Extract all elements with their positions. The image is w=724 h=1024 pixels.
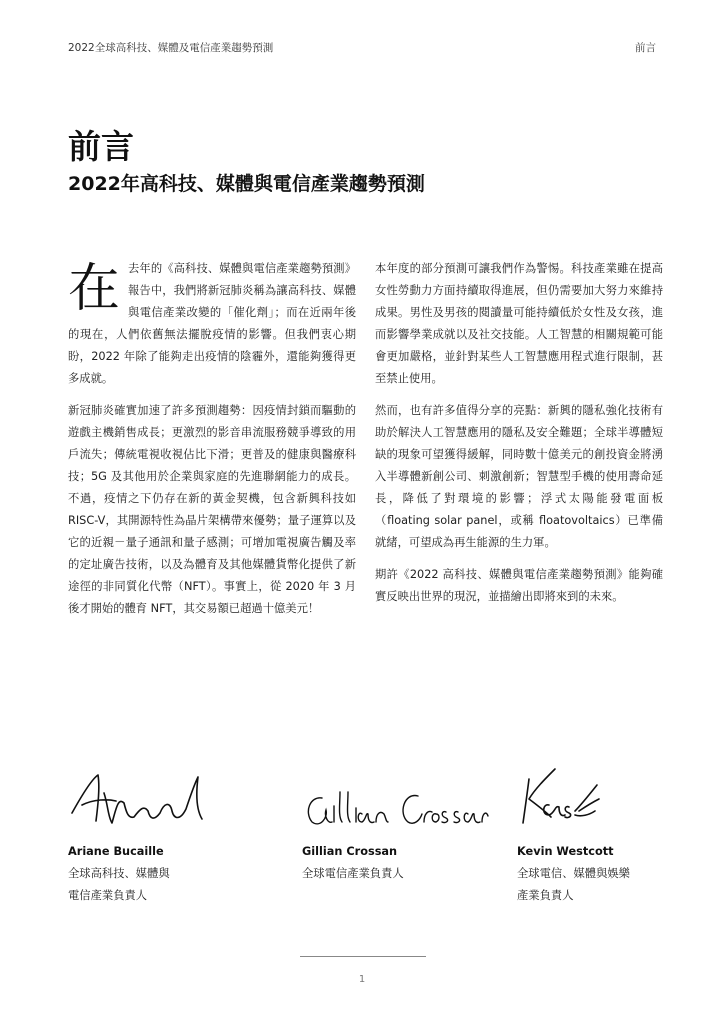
signer-block-2: [302, 841, 482, 885]
signature-kevin-westcott: [515, 765, 605, 835]
signer-name: Ariane Bucaille: [68, 845, 164, 858]
signer-block-1: [68, 841, 248, 907]
signer-role: 全球電信、媒體與娛樂: [517, 867, 630, 880]
signer-name: Gillian Crossan: [302, 845, 398, 858]
drop-cap: 在: [68, 259, 121, 319]
body-paragraph-2: 新冠肺炎確實加速了許多預測趨勢：因疫情封鎖而驅動的遊戲主機銷售成長；更激烈的影音串流服務競爭導致的用戶流失；傳統電視收視佔比下滑；更普及的健康與醫療科技；5G 及其他用於企業與家庭的先進聯網能力的成長。不過，疫情之下仍存在新的黃金契機，包含新興科技如 RISC-V，其開源特性為晶片架構帶來優勢；量子運算以及它的近親－量子通訊和量子感測；可增加電視廣告觸及率的定址廣告技術，以及為體育及其他媒體貨幣化提供了新途徑的非同質化代幣（NFT）。事實上，從 2020 年 3 月後才開始的體育 NFT，其交易額已超過十億美元！: [68, 404, 356, 615]
page-number: 1: [358, 974, 366, 985]
signature-gillian-crossan: [300, 778, 490, 838]
page-title: 前言: [68, 127, 134, 166]
intro-text: 去年的《高科技、媒體與電信產業趨勢預測》報告中，我們將新冠肺炎稱為讓高科技、媒體與電信產業改變的「催化劑」；而在近兩年後的現在，人們依舊無法擺脫疫情的影響。但我們衷心期盼，2022 年除了能夠走出疫情的陰霾外，還能夠獲得更多成就。: [68, 262, 356, 385]
signer-role: 產業負責人: [517, 889, 574, 902]
body-paragraph-3: 本年度的部分預測可讓我們作為警惕。科技產業雖在提高女性勞動力方面持續取得進展，但仍需要加大努力來維持成果。男性及男孩的閱讀量可能持續低於女性及女孩，進而影響學業成就以及社交技能。人工智慧的相關規範可能會更加嚴格，並針對某些人工智慧應用程式進行限制，甚至禁止使用。: [375, 262, 663, 385]
signer-name: Kevin Westcott: [517, 845, 614, 858]
body-paragraph-5: 期許《2022 高科技、媒體與電信產業趨勢預測》能夠確實反映出世界的現況，並描繪出即將來到的未來。: [375, 568, 663, 603]
signer-role: 全球高科技、媒體與: [68, 867, 170, 880]
body-paragraph-4: 然而，也有許多值得分享的亮點：新興的隱私強化技術有助於解決人工智慧應用的隱私及安全難題；全球半導體短缺的現象可望獲得緩解，同時數十億美元的創投資金將湧入半導體新創公司、刺激創新；智慧型手機的使用壽命延長，降低了對環境的影響；浮式太陽能發電面板（floating solar panel，或稱 floatovoltaics）已準備就緒，可望成為再生能源的生力軍。: [375, 404, 663, 549]
signer-block-3: [517, 841, 697, 907]
left-column: [68, 258, 356, 630]
intro-paragraph: [68, 258, 356, 390]
page-subtitle: 2022年高科技、媒體與電信產業趨勢預測: [68, 173, 425, 195]
signer-role: 電信產業負責人: [68, 889, 148, 902]
running-header-section: 前言: [635, 42, 656, 54]
right-column: [375, 258, 663, 618]
signer-role: 全球電信產業負責人: [302, 867, 404, 880]
signature-ariane-bucaille: [64, 765, 214, 835]
running-header-title: 2022全球高科技、媒體及電信產業趨勢預測: [68, 42, 274, 54]
footer-divider: [300, 956, 426, 957]
